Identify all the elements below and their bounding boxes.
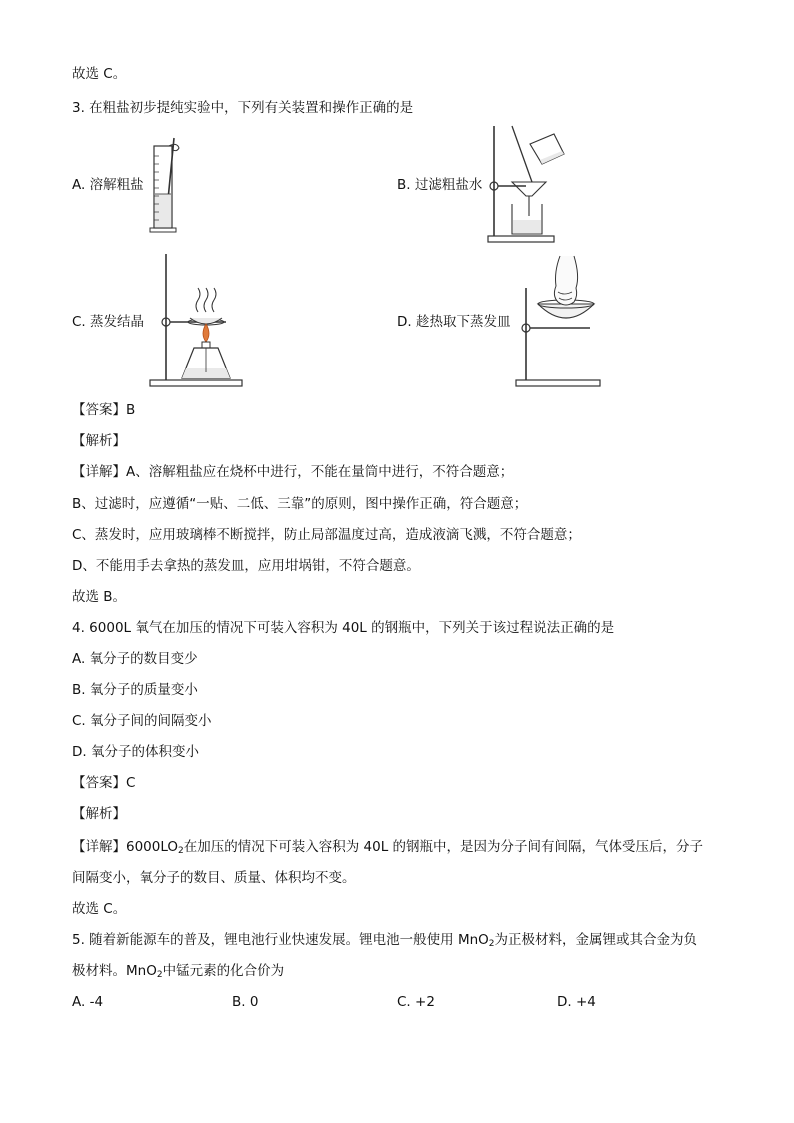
q3-analysis-label: 【解析】 — [72, 433, 126, 449]
q5-stem-line-1 — [72, 930, 697, 954]
q4-stem: 4. 6000L 氧气在加压的情况下可装入容积为 40L 的钢瓶中，下列关于该过程说法正确的是 — [72, 620, 615, 636]
graduated-cylinder-figure — [148, 132, 192, 236]
q3-answer: 【答案】B — [72, 402, 136, 418]
q3-detail-3: C、蒸发时，应用玻璃棒不断搅拌，防止局部温度过高，造成液滴飞溅，不符合题意； — [72, 527, 581, 543]
q5-stem2-prefix: 极材料。MnO — [72, 963, 157, 979]
filtration-apparatus-figure — [484, 124, 570, 246]
q3-option-c: C. 蒸发结晶 — [72, 314, 145, 330]
q3-detail-2: B、过滤时，应遵循“一贴、二低、三靠”的原则，图中操作正确，符合题意； — [72, 496, 528, 512]
hand-lifting-dish-figure — [514, 252, 604, 390]
q2-conclusion: 故选 C。 — [72, 66, 127, 82]
q3-option-b: B. 过滤粗盐水 — [397, 177, 483, 193]
evaporation-apparatus-figure — [148, 252, 248, 390]
q3-detail-1: 【详解】A、溶解粗盐应在烧杯中进行，不能在量筒中进行，不符合题意； — [72, 464, 514, 480]
q3-stem: 3. 在粗盐初步提纯实验中，下列有关装置和操作正确的是 — [72, 100, 414, 116]
q4-detail-line-2: 间隔变小，氧分子的数目、质量、体积均不变。 — [72, 870, 356, 886]
q4-option-d: D. 氧分子的体积变小 — [72, 744, 199, 760]
q5-stem2-suffix: 中锰元素的化合价为 — [162, 963, 285, 979]
q4-conclusion: 故选 C。 — [72, 901, 127, 917]
q3-option-d: D. 趁热取下蒸发皿 — [397, 314, 511, 330]
q4-analysis-label: 【解析】 — [72, 806, 126, 822]
q5-stem-prefix: 5. 随着新能源车的普及，锂电池行业快速发展。锂电池一般使用 MnO — [72, 932, 489, 948]
q4-option-a: A. 氧分子的数目变少 — [72, 651, 198, 667]
q5-stem-suffix: 为正极材料，金属锂或其合金为负 — [494, 932, 698, 948]
q3-option-a: A. 溶解粗盐 — [72, 177, 144, 193]
q5-option-d: D. +4 — [557, 994, 596, 1010]
q4-detail-line-1 — [72, 837, 703, 861]
q4-detail-subscript: 2 — [178, 846, 184, 856]
q4-option-c: C. 氧分子间的间隔变小 — [72, 713, 212, 729]
q5-option-b: B. 0 — [232, 994, 259, 1010]
q5-stem2-subscript: 2 — [156, 970, 163, 980]
q3-conclusion: 故选 B。 — [72, 589, 127, 605]
q4-detail-suffix: 在加压的情况下可装入容积为 40L 的钢瓶中，是因为分子间有间隔，气体受压后，分子 — [183, 839, 704, 855]
q4-option-b: B. 氧分子的质量变小 — [72, 682, 198, 698]
q5-option-a: A. -4 — [72, 994, 104, 1010]
q4-detail-prefix: 【详解】6000LO — [72, 839, 179, 855]
q3-detail-4: D、不能用手去拿热的蒸发皿，应用坩埚钳，不符合题意。 — [72, 558, 420, 574]
q4-answer: 【答案】C — [72, 775, 136, 791]
q5-stem-line-2 — [72, 961, 284, 985]
q5-option-c: C. +2 — [397, 994, 435, 1010]
q5-stem-subscript: 2 — [488, 939, 495, 949]
